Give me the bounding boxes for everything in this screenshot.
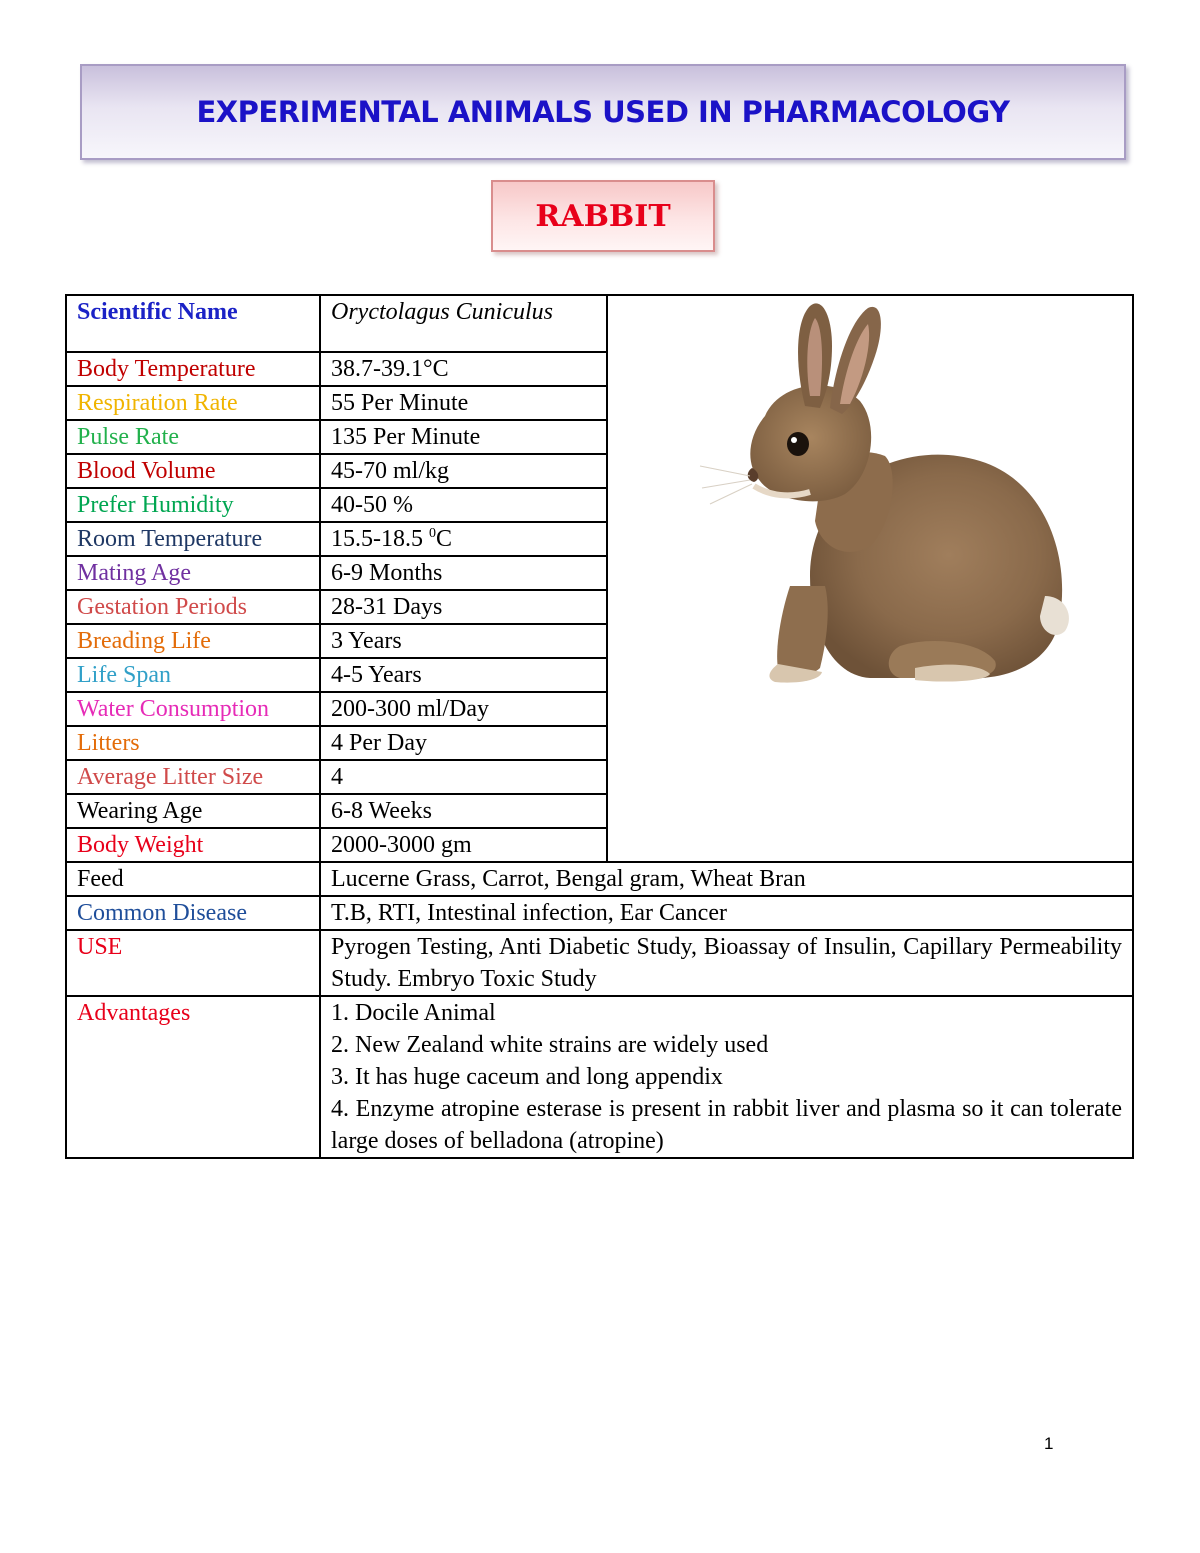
row-value: 40-50 % [320, 488, 607, 522]
common-disease-label: Common Disease [66, 896, 320, 930]
row-value: 200-300 ml/Day [320, 692, 607, 726]
row-label: Scientific Name [77, 299, 238, 325]
advantages-label: Advantages [66, 996, 320, 1158]
row-value: 4 Per Day [320, 726, 607, 760]
advantages-list [320, 996, 1133, 1158]
table-row [66, 295, 1133, 352]
degree-superscript: 0 [429, 526, 436, 541]
row-label: Breading Life [66, 624, 320, 658]
list-item: 1. Docile Animal [331, 1000, 496, 1026]
animal-name: RABBIT [535, 198, 671, 234]
table-row [66, 930, 1133, 996]
row-value: 38.7-39.1°C [320, 352, 607, 386]
header-banner [80, 64, 1126, 160]
rabbit-photo-cell [607, 295, 1133, 862]
row-value: 6-9 Months [320, 556, 607, 590]
row-label: Average Litter Size [66, 760, 320, 794]
row-value: 6-8 Weeks [320, 794, 607, 828]
row-value: 135 Per Minute [320, 420, 607, 454]
row-value [320, 522, 607, 556]
row-value: 28-31 Days [320, 590, 607, 624]
list-item: 4. Enzyme atropine esterase is present in rabbit liver and plasma so it can tolerate large doses of belladona (atropine) [331, 1096, 1122, 1154]
animal-banner [491, 180, 715, 252]
row-value: 45-70 ml/kg [320, 454, 607, 488]
feed-label: Feed [66, 862, 320, 896]
row-value-unit: C [436, 526, 453, 552]
row-label: Water Consumption [66, 692, 320, 726]
use-value: Pyrogen Testing, Anti Diabetic Study, Bioassay of Insulin, Capillary Permeability Study. Embryo Toxic Study [320, 930, 1133, 996]
feed-value: Lucerne Grass, Carrot, Bengal gram, Wheat Bran [320, 862, 1133, 896]
list-item: 2. New Zealand white strains are widely used [331, 1032, 769, 1058]
row-label: Blood Volume [66, 454, 320, 488]
row-label: Body Temperature [66, 352, 320, 386]
row-label: Respiration Rate [66, 386, 320, 420]
rabbit-photo [660, 296, 1080, 696]
use-label: USE [66, 930, 320, 996]
row-value: 4-5 Years [320, 658, 607, 692]
table-row [66, 896, 1133, 930]
row-value-main: 15.5-18.5 [331, 526, 429, 552]
row-label: Room Temperature [66, 522, 320, 556]
row-value: 4 [320, 760, 607, 794]
animal-data-table [65, 294, 1134, 1159]
table-row [66, 862, 1133, 896]
row-label: Mating Age [66, 556, 320, 590]
row-label: Gestation Periods [66, 590, 320, 624]
page-number: 1 [1044, 1434, 1054, 1453]
row-label: Life Span [66, 658, 320, 692]
row-value: 55 Per Minute [320, 386, 607, 420]
row-label: Pulse Rate [66, 420, 320, 454]
row-value: 3 Years [320, 624, 607, 658]
list-item: 3. It has huge caceum and long appendix [331, 1064, 723, 1090]
row-label: Wearing Age [66, 794, 320, 828]
row-value: 2000-3000 gm [320, 828, 607, 862]
row-label: Litters [66, 726, 320, 760]
scientific-name-value: Oryctolagus Cuniculus [320, 295, 607, 352]
scientific-name-label [66, 295, 320, 352]
page-title: EXPERIMENTAL ANIMALS USED IN PHARMACOLOGY [196, 95, 1010, 129]
table-row [66, 996, 1133, 1158]
row-label: Prefer Humidity [66, 488, 320, 522]
row-label: Body Weight [66, 828, 320, 862]
common-disease-value: T.B, RTI, Intestinal infection, Ear Cancer [320, 896, 1133, 930]
